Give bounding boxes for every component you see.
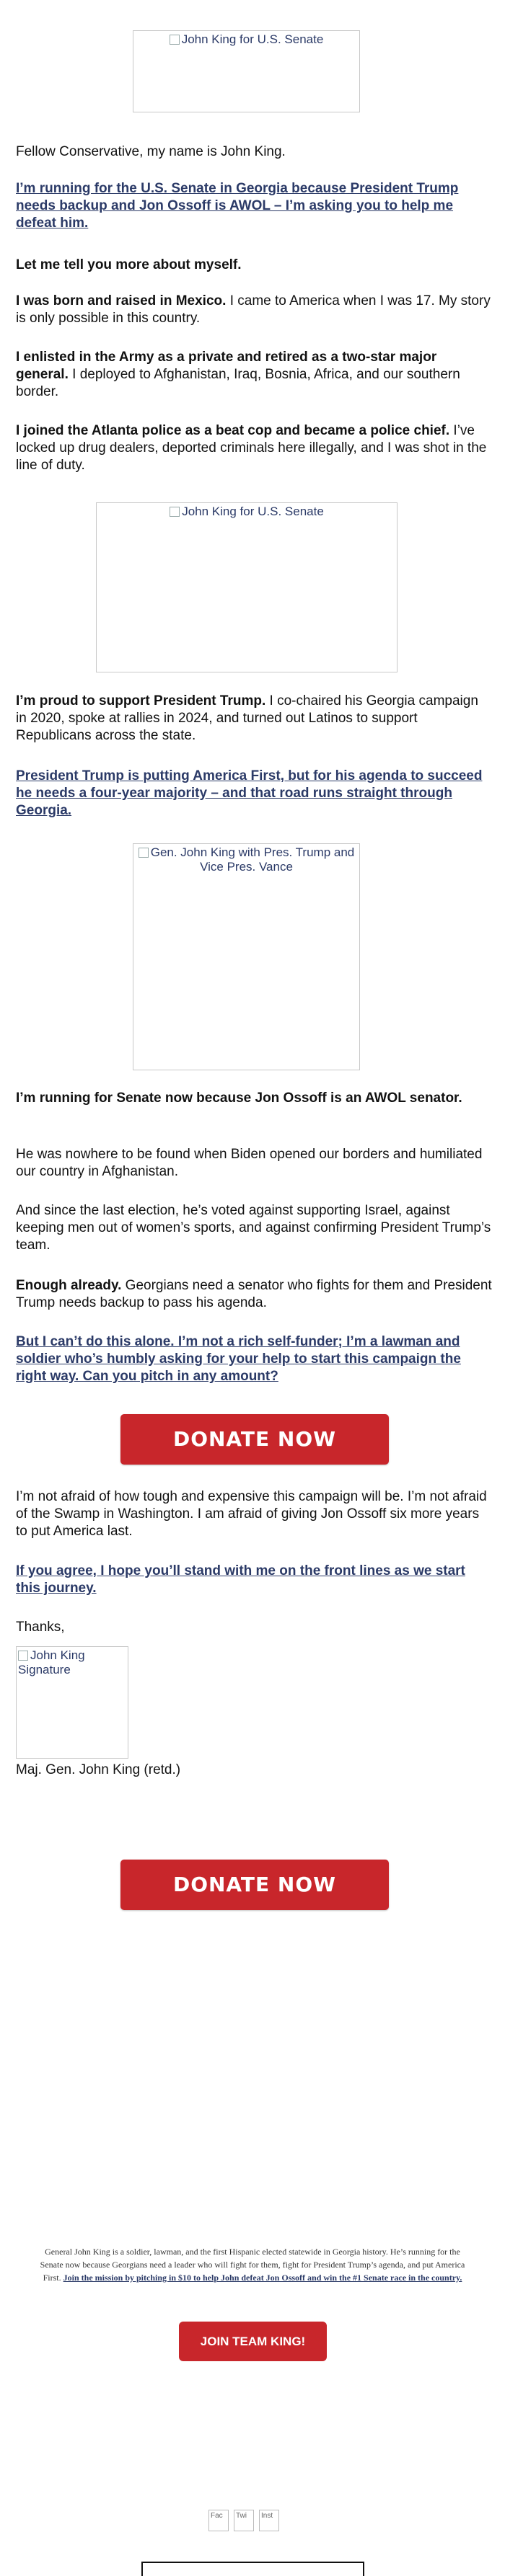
nowhere-text: He was nowhere to be found when Biden opened our borders and humiliated our country in Afghanistan. — [16, 1147, 483, 1179]
enough-paragraph: Enough already. Georgians need a senator who fights for them and President Trump needs backup to pass his agenda. — [16, 1278, 492, 1310]
running-link[interactable]: I’m running for the U.S. Senate in Georgia because President Trump needs backup and Jon Ossoff is AWOL – I’m asking you to help me defeat him. — [16, 181, 459, 231]
thanks-text: Thanks, — [16, 1620, 65, 1635]
tell-more-text: Let me tell you more about myself. — [16, 257, 242, 272]
header-image[interactable]: John King for U.S. Senate — [133, 30, 360, 112]
campaign-image[interactable]: John King for U.S. Senate — [96, 502, 398, 672]
signoff-text: Maj. Gen. John King (retd.) — [16, 1762, 181, 1777]
agenda-paragraph — [16, 768, 492, 820]
footer-donate-link[interactable]: Join the mission by pitching in $10 to help John defeat Jon Ossoff and win the #1 Senate race in the country. — [63, 2273, 462, 2283]
afraid-text: I’m not afraid of how tough and expensive this campaign will be. I’m not afraid of the Swamp in Washington. I am afraid of giving Jon Ossoff six more years to put America last. — [16, 1489, 487, 1539]
paid-for-box — [141, 2562, 364, 2576]
broken-image-icon — [170, 35, 180, 45]
pitch-paragraph — [16, 1333, 492, 1385]
broken-image-icon — [170, 507, 180, 517]
facebook-icon[interactable]: Fac — [208, 2510, 229, 2531]
agree-link[interactable]: If you agree, I hope you’ll stand with me on the front lines as we start this journey. — [16, 1563, 465, 1596]
broken-image-icon — [18, 1651, 28, 1661]
agree-paragraph — [16, 1563, 492, 1597]
since-text: And since the last election, he’s voted against supporting Israel, against keeping men out of women’s sports, and against confirming President Trump’s team. — [16, 1203, 491, 1253]
born-paragraph: I was born and raised in Mexico. I came to America when I was 17. My story is only possible in this country. — [16, 293, 491, 326]
broken-image-icon — [139, 848, 149, 858]
footer-bio: General John King is a soldier, lawman, and the first Hispanic elected statewide in Georgia history. He’s running for the Senate now because Georgians need a leader who will fight for them, fight for President Trump’s agenda, and put America First. Join the mission by pitching in $10 to help John defeat Jon Ossoff and win the #1 Senate race in the country. — [40, 2247, 465, 2283]
intro-text: Fellow Conservative, my name is John King. — [16, 144, 286, 159]
instagram-icon[interactable]: Inst — [259, 2510, 279, 2531]
signature-image: John King Signature — [16, 1646, 128, 1759]
running-paragraph — [16, 180, 492, 232]
trump-paragraph: I’m proud to support President Trump. I co-chaired his Georgia campaign in 2020, spoke at rallies in 2024, and turned out Latinos to support Republicans across the state. — [16, 693, 478, 743]
join-team-button[interactable]: JOIN TEAM KING! — [179, 2322, 327, 2361]
army-paragraph: I enlisted in the Army as a private and retired as a two-star major general. I deployed to Afghanistan, Iraq, Bosnia, Africa, and our southern border. — [16, 350, 460, 399]
awol-text: I’m running for Senate now because Jon Ossoff is an AWOL senator. — [16, 1091, 462, 1106]
twitter-icon[interactable]: Twi — [234, 2510, 254, 2531]
donate-button[interactable]: DONATE NOW — [120, 1414, 389, 1465]
police-paragraph: I joined the Atlanta police as a beat cop and became a police chief. I’ve locked up drug dealers, deported criminals here illegally, and I was shot in the line of duty. — [16, 423, 487, 473]
agenda-link[interactable]: President Trump is putting America First, but for his agenda to succeed he needs a four-year majority – and that road runs straight through Georgia. — [16, 768, 483, 818]
pitch-link[interactable]: But I can’t do this alone. I’m not a rich self-funder; I’m a lawman and soldier who’s humbly asking for your help to start this campaign the right way. Can you pitch in any amount? — [16, 1334, 461, 1384]
trump-vance-image[interactable]: Gen. John King with Pres. Trump and Vice Pres. Vance — [133, 843, 360, 1070]
donate-button-secondary[interactable]: DONATE NOW — [120, 1860, 389, 1910]
